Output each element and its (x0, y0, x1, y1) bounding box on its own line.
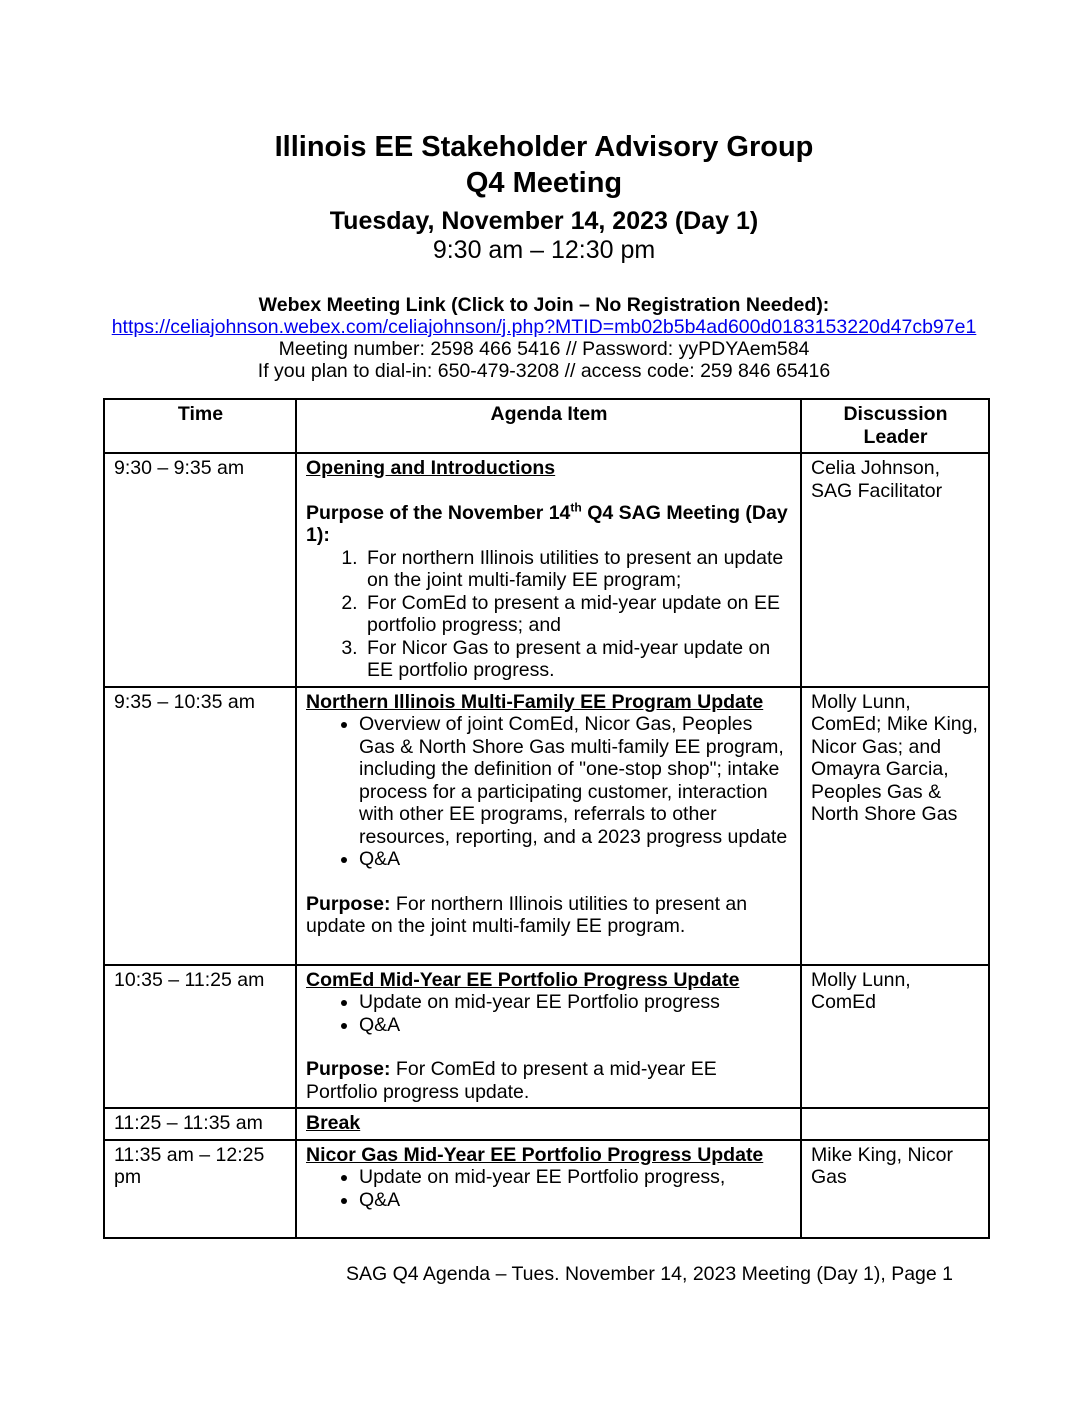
discussion-leader-cell (801, 1108, 989, 1140)
meeting-number-line: Meeting number: 2598 466 5416 // Password: yyPDYAem584 (278, 338, 810, 360)
agenda-item-heading: Break (306, 1112, 361, 1134)
agenda-purpose-heading (306, 502, 792, 547)
blank-line (306, 871, 792, 893)
meeting-time-range: 9:30 am – 12:30 pm (432, 236, 656, 264)
agenda-table (103, 398, 990, 1239)
agenda-list-item: 3. For Nicor Gas to present a mid-year update on EE portfolio progress. (363, 637, 792, 682)
text-segment: Q4 SAG Meeting (Day 1): (306, 501, 788, 546)
webex-info-block (0, 294, 1088, 382)
bullet-list (306, 713, 792, 871)
discussion-leader-cell: Mike King, Nicor Gas (801, 1140, 989, 1239)
agenda-item-cell (296, 453, 801, 687)
time-cell: 11:25 – 11:35 am (104, 1108, 296, 1140)
agenda-row (104, 1140, 989, 1239)
agenda-list-item: • Update on mid-year EE Portfolio progress (359, 991, 792, 1014)
table-header-row (104, 399, 989, 453)
agenda-list-item: 2. For ComEd to present a mid-year update on EE portfolio progress; and (363, 592, 792, 637)
page-footer: SAG Q4 Agenda – Tues. November 14, 2023 Meeting (Day 1), Page 1 (345, 1263, 953, 1285)
purpose-text: For northern Illinois utilities to present an update on the joint multi-family EE program. (306, 892, 748, 937)
discussion-leader-cell: Molly Lunn, ComEd; Mike King, Nicor Gas; and Omayra Garcia, Peoples Gas & North Shore Gas (801, 687, 989, 965)
webex-link-row (0, 316, 1088, 338)
discussion-leader-cell: Molly Lunn, ComEd (801, 965, 989, 1109)
agenda-item-cell (296, 1108, 801, 1140)
agenda-row (104, 453, 989, 687)
bullet-list (306, 991, 792, 1036)
agenda-item-cell (296, 1140, 801, 1239)
agenda-item-heading: Nicor Gas Mid-Year EE Portfolio Progress Update (306, 1143, 764, 1166)
blank-line (306, 938, 792, 960)
webex-link-heading: Webex Meeting Link (Click to Join – No Registration Needed): (258, 294, 830, 316)
document-title-line2: Q4 Meeting (465, 167, 623, 199)
agenda-list-item: • Q&A (359, 1014, 792, 1037)
agenda-list-item: 1. For northern Illinois utilities to present an update on the joint multi-family EE program; (363, 547, 792, 592)
agenda-item-cell (296, 965, 801, 1109)
agenda-row (104, 1108, 989, 1140)
purpose-line (306, 893, 792, 938)
agenda-item-heading: Opening and Introductions (306, 457, 556, 479)
purpose-label: Purpose: (306, 892, 391, 915)
column-header-time: Time (104, 399, 296, 453)
discussion-leader-cell: Celia Johnson, SAG Facilitator (801, 453, 989, 687)
document-title-line1: Illinois EE Stakeholder Advisory Group (274, 131, 814, 163)
time-cell: 10:35 – 11:25 am (104, 965, 296, 1109)
agenda-list-item: • Q&A (359, 1189, 792, 1212)
time-cell: 9:35 – 10:35 am (104, 687, 296, 965)
purpose-text: For ComEd to present a mid-year EE Portfolio progress update. (306, 1058, 717, 1103)
agenda-list-item: • Overview of joint ComEd, Nicor Gas, Peoples Gas & North Shore Gas multi-family EE program, including the definition of "one-stop shop"; intake process for a participating customer, interaction with other EE programs, referrals to other resources, reporting, and a 2023 progress update (359, 713, 792, 848)
column-header-discussion-leader: Discussion Leader (801, 399, 989, 453)
agenda-item-heading: Northern Illinois Multi-Family EE Program Update (306, 690, 764, 713)
agenda-row (104, 965, 989, 1109)
time-cell: 11:35 am – 12:25 pm (104, 1140, 296, 1239)
numbered-list (306, 547, 792, 682)
agenda-list-item: • Q&A (359, 848, 792, 871)
webex-meeting-link[interactable]: https://celiajohnson.webex.com/celiajohnson/j.php?MTID=mb02b5b4ad600d0183153220d47cb97e1 (111, 316, 977, 338)
time-cell: 9:30 – 9:35 am (104, 453, 296, 687)
meeting-date: Tuesday, November 14, 2023 (Day 1) (329, 207, 759, 235)
bullet-list (306, 1166, 792, 1211)
blank-line (306, 1036, 792, 1058)
agenda-item-heading: ComEd Mid-Year EE Portfolio Progress Update (306, 968, 740, 991)
agenda-item-cell (296, 687, 801, 965)
text-segment: Purpose of the November 14 (306, 501, 571, 524)
superscript-text: th (570, 500, 582, 514)
column-header-agenda-item: Agenda Item (296, 399, 801, 453)
blank-line (306, 480, 792, 502)
agenda-row (104, 687, 989, 965)
blank-line (306, 1211, 792, 1233)
document-header (0, 0, 1088, 264)
purpose-line (306, 1058, 792, 1103)
dialin-line: If you plan to dial-in: 650-479-3208 // access code: 259 846 65416 (257, 360, 831, 382)
purpose-label: Purpose: (306, 1058, 391, 1080)
agenda-list-item: • Update on mid-year EE Portfolio progress, (359, 1166, 792, 1189)
